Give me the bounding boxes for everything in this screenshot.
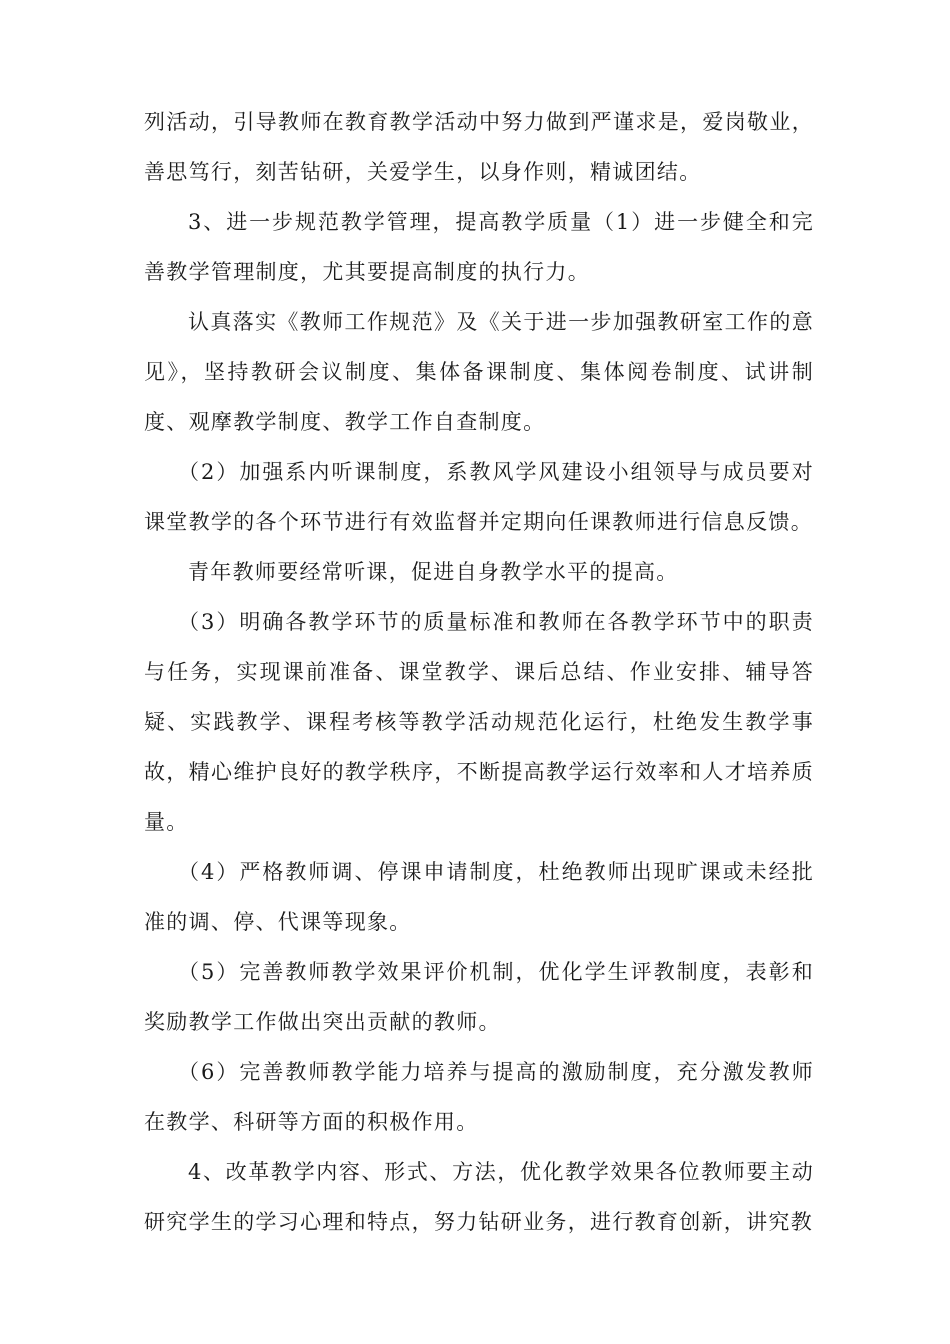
paragraph-item-3: （3）明确各教学环节的质量标准和教师在各教学环节中的职责与任务，实现课前准备、课堂教学、课后总结、作业安排、辅导答疑、实践教学、课程考核等教学活动规范化运行，杜绝发生教学事故，精心维护良好的教学秩序，不断提高教学运行效率和人才培养质量。 [144,610,814,834]
paragraph-section-4: 4、改革教学内容、形式、方法，优化教学效果各位教师要主动研究学生的学习心理和特点，努力钻研业务，进行教育创新，讲究教 [144,1160,814,1234]
paragraph-item-4: （4）严格教师调、停课申请制度，杜绝教师出现旷课或未经批准的调、停、代课等现象。 [144,860,814,934]
paragraph-section-3: 3、进一步规范教学管理，提高教学质量（1）进一步健全和完善教学管理制度，尤其要提高制度的执行力。 [144,210,814,284]
paragraph-item-6: （6）完善教师教学能力培养与提高的激励制度，充分激发教师在教学、科研等方面的积极作用。 [144,1060,814,1134]
paragraph-implement-norms: 认真落实《教师工作规范》及《关于进一步加强教研室工作的意见》，坚持教研会议制度、集体备课制度、集体阅卷制度、试讲制度、观摩教学制度、教学工作自查制度。 [144,310,814,434]
document-body [144,97,814,1247]
paragraph-continuation: 列活动，引导教师在教育教学活动中努力做到严谨求是，爱岗敬业，善思笃行，刻苦钻研，关爱学生，以身作则，精诚团结。 [144,110,814,184]
paragraph-item-2: （2）加强系内听课制度，系教风学风建设小组领导与成员要对课堂教学的各个环节进行有效监督并定期向任课教师进行信息反馈。 [144,460,814,534]
paragraph-item-5: （5）完善教师教学效果评价机制，优化学生评教制度，表彰和奖励教学工作做出突出贡献的教师。 [144,960,814,1034]
paragraph-young-teachers: 青年教师要经常听课，促进自身教学水平的提高。 [188,560,679,584]
